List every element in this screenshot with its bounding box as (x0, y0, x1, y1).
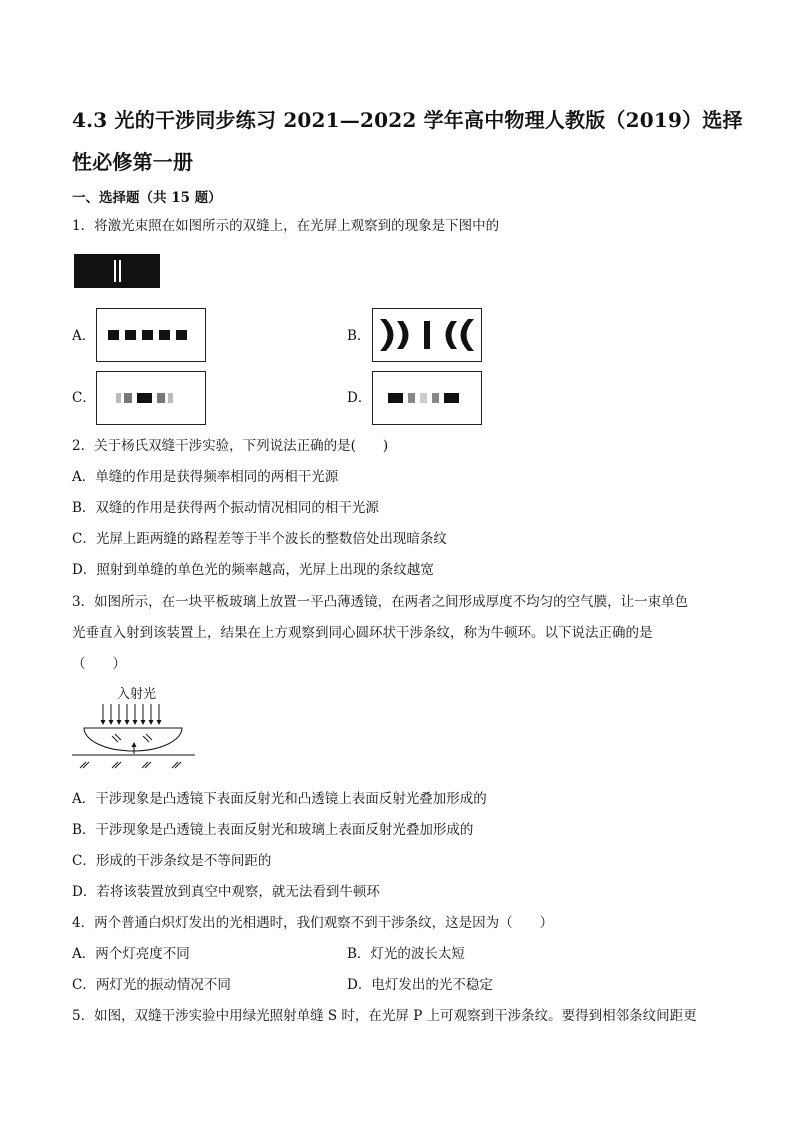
slit-2 (119, 260, 121, 282)
q1-option-d-pattern[interactable] (372, 371, 482, 425)
q3-option-a[interactable]: A．干涉现象是凸透镜下表面反射光和凸透镜上表面反射光叠加形成的 (72, 791, 487, 807)
q1-option-d-label: D． (347, 390, 372, 406)
single-slit-pattern-image (373, 372, 481, 424)
q4-option-b[interactable]: B．灯光的波长太短 (347, 946, 465, 962)
curved-fringes-image (373, 309, 481, 361)
q1-option-a-pattern[interactable] (96, 308, 206, 362)
q1-option-b-pattern[interactable] (372, 308, 482, 362)
q1-option-c-label: C． (72, 390, 96, 406)
question-3-stem-line3: （ ） (72, 656, 126, 672)
q4-option-d[interactable]: D．电灯发出的光不稳定 (347, 977, 493, 993)
q4-option-c[interactable]: C．两灯光的振动情况不同 (72, 977, 231, 993)
q2-option-b[interactable]: B．双缝的作用是获得两个振动情况相同的相干光源 (72, 500, 379, 516)
double-slit-figure (74, 254, 160, 288)
question-1-stem: 1．将激光束照在如图所示的双缝上，在光屏上观察到的现象是下图中的 (72, 218, 500, 234)
newton-ring-figure (72, 702, 197, 774)
section-heading: 一、选择题（共 15 题） (72, 190, 222, 206)
document-title-line1: 4.3 光的干涉同步练习 2021—2022 学年高中物理人教版（2019）选择 (72, 108, 743, 132)
q1-option-b-label: B． (347, 328, 371, 344)
incident-light-label: 入射光 (117, 687, 157, 702)
q2-option-d[interactable]: D．照射到单缝的单色光的频率越高，光屏上出现的条纹越宽 (72, 562, 434, 578)
q1-option-c-pattern[interactable] (96, 371, 206, 425)
q3-option-c[interactable]: C．形成的干涉条纹是不等间距的 (72, 853, 272, 869)
q1-option-a-label: A． (72, 328, 96, 344)
document-title-line2: 性必修第一册 (72, 150, 194, 174)
question-3-stem-line1: 3．如图所示，在一块平板玻璃上放置一平凸薄透镜，在两者之间形成厚度不均匀的空气膜，让一束单色 (72, 594, 689, 610)
question-4-stem: 4．两个普通白炽灯发出的光相遇时，我们观察不到干涉条纹，这是因为（ ） (72, 915, 554, 931)
question-2-stem: 2．关于杨氏双缝干涉实验，下列说法正确的是( ) (72, 438, 389, 454)
q3-option-d[interactable]: D．若将该装置放到真空中观察，就无法看到牛顿环 (72, 884, 380, 900)
diffraction-pattern-image (97, 372, 205, 424)
question-3-stem-line2: 光垂直入射到该装置上，结果在上方观察到同心圆环状干涉条纹，称为牛顿环。以下说法正确的是 (72, 625, 653, 641)
slit-1 (114, 260, 116, 282)
q2-option-a[interactable]: A．单缝的作用是获得频率相同的两相干光源 (72, 469, 339, 485)
equal-fringes-image (97, 309, 205, 361)
q2-option-c[interactable]: C．光屏上距两缝的路程差等于半个波长的整数倍处出现暗条纹 (72, 531, 447, 547)
question-5-stem: 5．如图，双缝干涉实验中用绿光照射单缝 S 时，在光屏 P 上可观察到干涉条纹。要得到相邻条纹间距更 (72, 1008, 697, 1024)
q3-option-b[interactable]: B．干涉现象是凸透镜上表面反射光和玻璃上表面反射光叠加形成的 (72, 822, 474, 838)
q4-option-a[interactable]: A．两个灯亮度不同 (72, 946, 190, 962)
